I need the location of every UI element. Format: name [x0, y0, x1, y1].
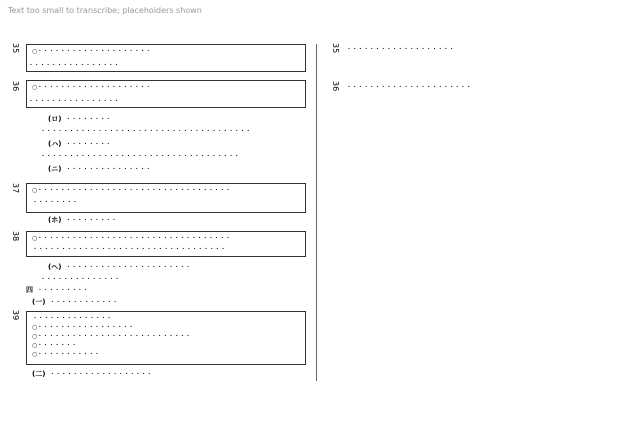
sub-block-a-marker: (ハ)	[48, 140, 62, 148]
sub-block-b-marker: (ホ)	[48, 216, 62, 224]
item-36-number: 36	[11, 81, 20, 92]
sub-block-a-row	[48, 140, 111, 148]
legibility-note: Text too small to transcribe; placeholders shown	[8, 6, 202, 15]
sub-block-d-row	[32, 370, 152, 378]
item-39-box	[26, 311, 306, 365]
item-38-number: 38	[11, 231, 20, 242]
sub-block-d-marker: (二)	[32, 370, 46, 378]
item-36-after: ・・・・・・・・・・・・・・・・	[28, 98, 120, 105]
sub-block-b-text: ・・・・・・・・・	[65, 216, 117, 224]
item-35-box-line: ○・・・・・・・・・・・・・・・・・・・・	[32, 48, 151, 55]
item-37-number: 37	[11, 183, 20, 194]
sub-block-c-row	[32, 298, 118, 306]
sub-block-a-text: ・・・・・・・・・・・・・・・・・・・・・・・・・・・・・・・・・・・	[40, 153, 240, 160]
item-35-after: ・・・・・・・・・・・・・・・・	[28, 62, 120, 69]
sub-block-c-text: ・・・・・・・・・	[37, 286, 89, 294]
right-item-35-text: ・・・・・・・・・・・・・・・・・・・	[346, 46, 455, 53]
sub-block-a-text: ・・・・・・・・・・・・・・・・・・・・・・・・・・・・・・・・・・・・・	[40, 128, 251, 135]
sub-block-c-marker: (ヘ)	[48, 263, 62, 271]
sub-block-a-text: ・・・・・・・・	[65, 115, 112, 123]
item-39-box-line: ・・・・・・・・・・・・・・	[32, 315, 112, 322]
sub-block-a-marker: (ニ)	[48, 165, 62, 173]
item-39-box-line: ○・・・・・・・	[32, 342, 77, 349]
item-38-box-line: ・・・・・・・・・・・・・・・・・・・・・・・・・・・・・・・・・・	[32, 246, 226, 253]
sub-block-a-row	[48, 165, 151, 173]
right-item-35-number: 35	[331, 43, 340, 54]
sub-block-c-text: ・・・・・・・・・・・・・・・・・・・・・・	[65, 263, 191, 271]
sub-block-c-row	[26, 286, 88, 294]
item-38-box-line: ○・・・・・・・・・・・・・・・・・・・・・・・・・・・・・・・・・・	[32, 235, 231, 242]
item-37-box-line: ○・・・・・・・・・・・・・・・・・・・・・・・・・・・・・・・・・・	[32, 187, 231, 194]
item-39-box-line: ○・・・・・・・・・・・	[32, 351, 100, 358]
item-36-box-line: ○・・・・・・・・・・・・・・・・・・・・	[32, 84, 151, 91]
sub-block-b-row	[48, 216, 117, 224]
item-39-number: 39	[11, 310, 20, 321]
item-39-box-line: ○・・・・・・・・・・・・・・・・・・・・・・・・・・・	[32, 333, 191, 340]
item-39-box-line: ○・・・・・・・・・・・・・・・・・	[32, 324, 134, 331]
sub-block-a-text: ・・・・・・・・	[65, 140, 112, 148]
item-38-box	[26, 231, 306, 257]
sub-block-c-marker: 四	[26, 286, 33, 294]
sub-block-a-row	[48, 115, 111, 123]
sub-block-c-text: ・・・・・・・・・・・・	[49, 298, 118, 306]
item-37-box	[26, 183, 306, 213]
sub-block-d-text: ・・・・・・・・・・・・・・・・・・	[49, 370, 153, 378]
item-35-number: 35	[11, 43, 20, 54]
sub-block-a-marker: (ロ)	[48, 115, 62, 123]
sub-block-c-text: ・・・・・・・・・・・・・・	[40, 276, 120, 283]
column-divider	[316, 44, 317, 381]
sub-block-c-marker: (一)	[32, 298, 46, 306]
sub-block-c-row	[48, 263, 191, 271]
item-37-box-line: ・・・・・・・・	[32, 199, 78, 206]
right-item-36-text: ・・・・・・・・・・・・・・・・・・・・・・	[346, 84, 472, 91]
sub-block-a-text: ・・・・・・・・・・・・・・・	[65, 165, 151, 173]
right-item-36-number: 36	[331, 81, 340, 92]
